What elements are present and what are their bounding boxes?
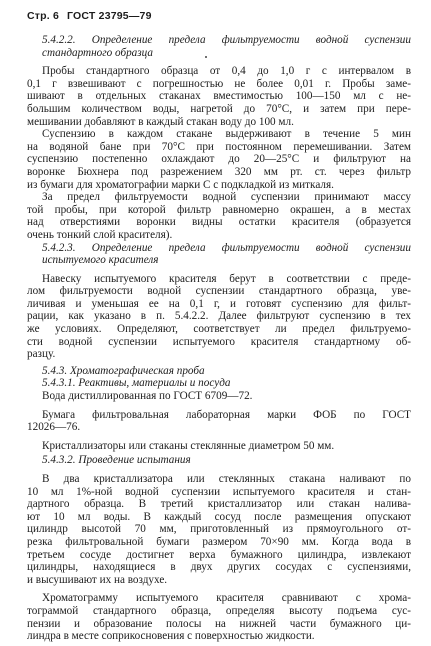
paragraph-test-sample: Навеску испытуемого красителя берут в соответствии с преде- лом фильтруемости водной суспензии стандартного образца, уве- личивая и уменьшая ее на 0,1 г, и готовят суспензию для фильт- рации, как указано в п. 5.4.2.2. Далее фильтруют суспензию в тех же условиях. Определяют, соответствует ли предел фильтруемо- сти водной суспензии испытуемого красителя стандартному об- разцу.	[27, 272, 411, 361]
section-title-5-4-3-2: 5.4.3.2. Проведение испытания	[42, 454, 191, 467]
page-header	[27, 10, 160, 23]
paragraph-filtration: Суспензию в каждом стакане выдерживают в течение 5 мин на водяной бане при 70°С при постоянном перемешивании. Затем суспензию постепенно охлаждают до 20—25°С и фильтруют на воронке Бюхнера под разрежением 320 мм рт. ст. через фильтр из бумаги для хроматографии марки С с подкладкой из миткаля.	[27, 128, 411, 191]
standard-number: ГОСТ 23795—79	[67, 10, 152, 22]
document-body	[27, 34, 411, 643]
reagent-paper: Бумага фильтровальная лабораторная марки ФОБ по ГОСТ 12026—76.	[27, 408, 411, 434]
paragraph-comparison: Хроматограмму испытуемого красителя сравнивают с хрома- тограммой стандартного образца, определяя высоту подъема сус- пензии и образование полосы на нижней части бумажного ци- линдра в месте соприкосновения с поверхностью жидкости.	[27, 592, 411, 643]
section-title-5-4-2-2: 5.4.2.2. Определение предела фильтруемости водной суспензии стандартного образца	[42, 34, 411, 59]
paragraph-procedure: В два кристаллизатора или стеклянных стакана наливают по 10 мл 1%-ной водной суспензии испытуемого красителя и стан- дартного образца. В третий кристаллизатор или стакан налива- ют 10 мл воды. В каждый сосуд после размещения опускают цилиндр высотой 70 мм, приготовленный из прямоугольного от- резка фильтровальной бумаги размером 70×90 мм. Когда вода в третьем сосуде достигнет верха бумажного цилиндра, извлекают цилиндры, находящиеся в двух других сосудах с суспензиями, и высушивают их на воздухе.	[27, 473, 411, 586]
paragraph-limit-definition: За предел фильтруемости водной суспензии принимают массу той пробы, при которой фильтр равномерно окрашен, а в местах над отверстиями воронки видны остатки красителя (образуется очень тонкий слой красителя).	[27, 191, 411, 241]
section-title-5-4-2-3: 5.4.2.3. Определение предела фильтруемости водной суспензии испытуемого красителя	[42, 241, 411, 267]
page-number: Стр. 6	[27, 10, 60, 22]
paragraph-sampling: Пробы стандартного образца от 0,4 до 1,0 г с интервалом в 0,1 г взвешивают с погрешностью не более 0,01 г. Пробы заме- шивают в отдельных стаканах вместимостью 100—150 мл с не- большим количеством воды, нагретой до 70°С, и затем при пере- мешивании добавляют в каждый стакан воду до 100 мл.	[27, 65, 411, 128]
reagent-water: Вода дистиллированная по ГОСТ 6709—72.	[42, 390, 253, 403]
reagent-crystallizers: Кристаллизаторы или стаканы стеклянные диаметром 50 мм.	[42, 439, 335, 452]
section-title-5-4-3-1: 5.4.3.1. Реактивы, материалы и посуда	[42, 377, 231, 390]
section-title-5-4-3: 5.4.3. Хроматографическая проба	[42, 364, 205, 377]
